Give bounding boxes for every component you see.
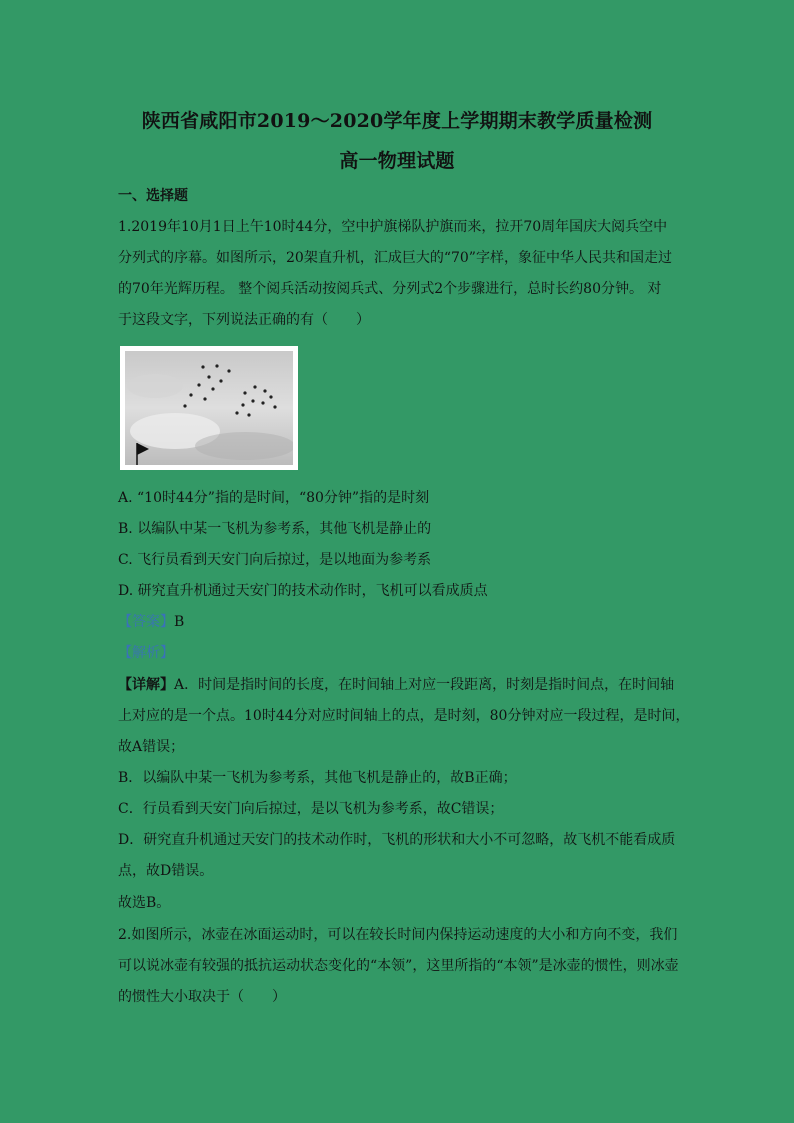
q1-option-b: B. 以编队中某一飞机为参考系，其他飞机是静止的 <box>118 521 432 537</box>
answer-tag: 【答案】 <box>118 614 174 630</box>
answer-value: B <box>174 614 185 630</box>
title-line-1: 陕西省咸阳市2019～2020学年度上学期期末教学质量检测 <box>141 110 653 132</box>
detail-line: B．以编队中某一飞机为参考系，其他飞机是静止的，故B正确； <box>118 770 517 786</box>
q1-line: 的70年光辉历程。 整个阅兵活动按阅兵式、分列式2个步骤进行，总时长约80分钟。 对 <box>118 281 662 297</box>
detail-tag: 【详解】 <box>118 677 174 693</box>
q1-option-d: D. 研究直升机通过天安门的技术动作时，飞机可以看成质点 <box>118 583 488 599</box>
analysis-tag: 【解析】 <box>118 645 174 661</box>
detail-line: D．研究直升机通过天安门的技术动作时，飞机的形状和大小不可忽略，故飞机不能看成质 <box>118 832 676 848</box>
title-line-2: 高一物理试题 <box>339 150 455 172</box>
q1-option-c: C. 飞行员看到天安门向后掠过，是以地面为参考系 <box>118 552 432 568</box>
q1-line: 分列式的序幕。如图所示，20架直升机，汇成巨大的“70”字样，象征中华人民共和国走过 <box>118 250 672 266</box>
detail-line <box>118 675 678 695</box>
section-heading: 一、选择题 <box>118 188 188 204</box>
q1-option-a: A. “10时44分”指的是时间，“80分钟”指的是时刻 <box>118 490 430 506</box>
detail-line: 点，故D错误。 <box>118 863 214 879</box>
q1-line: 于这段文字，下列说法正确的有（ ） <box>118 312 370 328</box>
q2-line: 2.如图所示，冰壶在冰面运动时，可以在较长时间内保持运动速度的大小和方向不变，我们 <box>118 927 678 943</box>
detail-line: 上对应的是一个点。10时44分对应时间轴上的点，是时刻，80分钟对应一段过程，是时间， <box>118 708 690 724</box>
q2-line: 的惯性大小取决于（ ） <box>118 989 286 1005</box>
helicopter-formation-photo <box>120 346 298 470</box>
q1-line: 1.2019年10月1日上午10时44分，空中护旗梯队护旗而来，拉开70周年国庆大阅兵空中 <box>118 219 668 235</box>
detail-line: C．行员看到天安门向后掠过，是以飞机为参考系，故C错误； <box>118 801 504 817</box>
detail-text: A．时间是指时间的长度，在时间轴上对应一段距离，时刻是指时间点，在时间轴 <box>174 677 675 693</box>
q2-line: 可以说冰壶有较强的抵抗运动状态变化的“本领”，这里所指的“本领”是冰壶的惯性，则冰壶 <box>118 958 679 974</box>
answer-line <box>118 612 678 632</box>
detail-line: 故选B。 <box>118 895 171 911</box>
detail-line: 故A错误； <box>118 739 185 755</box>
